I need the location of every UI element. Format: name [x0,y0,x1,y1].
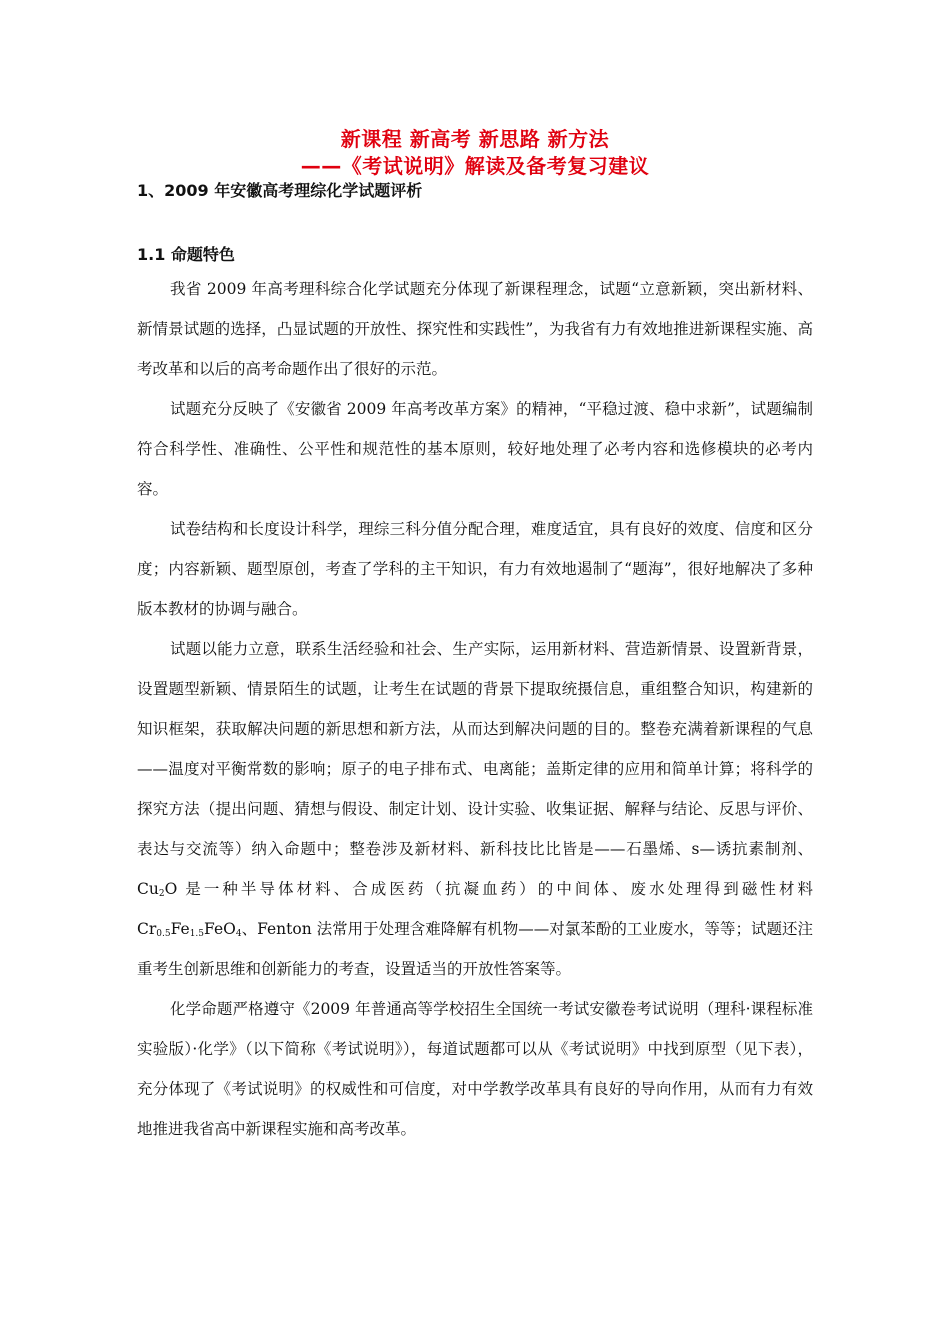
document-subtitle: ——《考试说明》解读及备考复习建议 [300,154,650,178]
subscript: 2 [158,889,165,899]
paragraph-5: 化学命题严格遵守《2009 年普通高等学校招生全国统一考试安徽卷考试说明（理科·课程标准实验版）·化学》（以下简称《考试说明》），每道试题都可以从《考试说明》中找到原型（见下表），充分体现了《考试说明》的权威性和可信度，对中学教学改革具有良好的导向作用，从而有力有效地推进我省高中新课程实施和高考改革。 [137,1000,813,1138]
body-text [137,269,813,1149]
document-title: 新课程 新高考 新思路 新方法 [340,127,610,151]
paragraph-2: 试题充分反映了《安徽省 2009 年高考改革方案》的精神，“平稳过渡、稳中求新”，试题编制符合科学性、准确性、公平性和规范性的基本原则，较好地处理了必考内容和选修模块的必考内容。 [137,400,813,498]
paragraph-4-text-b: O 是一种半导体材料、合成医药（抗凝血药）的中间体、废水处理得到磁性材料 Cr [137,880,813,938]
paragraph-4-text-d: FeO [204,920,236,938]
paragraph-4-text-e: 、Fenton 法常用于处理含难降解有机物——对氯苯酚的工业废水，等等；试题还注重考生创新思维和创新能力的考查，设置适当的开放性答案等。 [137,920,813,978]
subscript: 0.5 [156,929,171,939]
paragraph-4-text-c: Fe [170,920,190,938]
subscript: 4 [235,929,242,939]
subscript: 1.5 [189,929,205,939]
section-heading: 1、2009 年安徽高考理综化学试题评析 [137,181,423,200]
paragraph-3: 试卷结构和长度设计科学，理综三科分值分配合理，难度适宜，具有良好的效度、信度和区分度；内容新颖、题型原创，考查了学科的主干知识，有力有效地遏制了“题海”，很好地解决了多种版本教材的协调与融合。 [137,520,813,618]
paragraph-1: 我省 2009 年高考理科综合化学试题充分体现了新课程理念，试题“立意新颖，突出新材料、新情景试题的选择，凸显试题的开放性、探究性和实践性”，为我省有力有效地推进新课程实施、高考改革和以后的高考命题作出了很好的示范。 [137,280,813,378]
paragraph-4-text-a: 试题以能力立意，联系生活经验和社会、生产实际，运用新材料、营造新情景、设置新背景，设置题型新颖、情景陌生的试题，让考生在试题的背景下提取统摄信息，重组整合知识，构建新的知识框架，获取解决问题的新思想和新方法，从而达到解决问题的目的。整卷充满着新课程的气息——温度对平衡常数的影响；原子的电子排布式、电离能；盖斯定律的应用和简单计算；将科学的探究方法（提出问题、猜想与假设、制定计划、设计实验、收集证据、解释与结论、反思与评价、表达与交流等）纳入命题中；整卷涉及新材料、新科技比比皆是——石墨烯、s—诱抗素制剂、Cu [137,640,813,898]
subsection-heading: 1.1 命题特色 [137,245,235,264]
paragraph-4 [137,629,813,989]
